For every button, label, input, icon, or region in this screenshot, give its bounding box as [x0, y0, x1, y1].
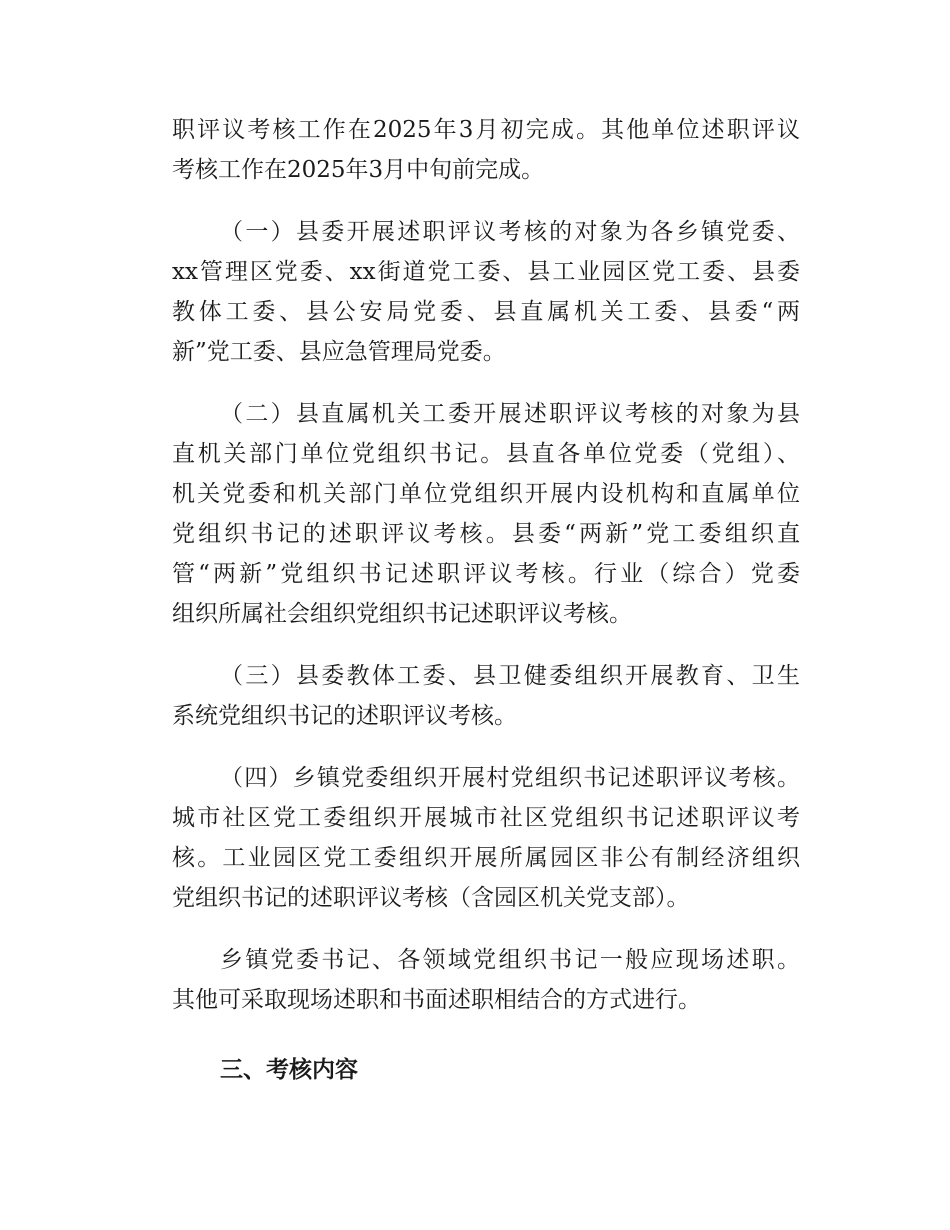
text-line: xx管理区党委、xx街道党工委、县工业园区党工委、县委	[172, 259, 800, 285]
text-line: （三）县委教体工委、县卫健委组织开展教育、卫生	[220, 663, 800, 689]
text-line: 直机关部门单位党组织书记。县直各单位党委（党组）、	[172, 441, 800, 467]
text-line: （一）县委开展述职评议考核的对象为各乡镇党委、	[220, 219, 800, 245]
text-line: 职评议考核工作在2025年3月初完成。其他单位述职评议	[172, 117, 800, 143]
paragraph	[172, 758, 800, 918]
text-line: 考核工作在2025年3月中旬前完成。	[172, 157, 545, 183]
paragraph	[172, 110, 800, 190]
text-line: 其他可采取现场述职和书面述职相结合的方式进行。	[172, 987, 701, 1013]
text-line: 乡镇党委书记、各领域党组织书记一般应现场述职。	[220, 947, 800, 973]
text-line: （四）乡镇党委组织开展村党组织书记述职评议考核。	[220, 765, 800, 791]
paragraph	[172, 212, 800, 372]
document-body	[172, 110, 800, 1090]
text-line: （二）县直属机关工委开展述职评议考核的对象为县	[220, 401, 800, 427]
text-line: 新”党工委、县应急管理局党委。	[172, 339, 506, 365]
paragraph	[172, 394, 800, 634]
text-line: 教体工委、县公安局党委、县直属机关工委、县委“两	[172, 299, 800, 325]
paragraph	[172, 656, 800, 736]
text-line: 核。工业园区党工委组织开展所属园区非公有制经济组织	[172, 845, 800, 871]
text-line: 机关党委和机关部门单位党组织开展内设机构和直属单位	[172, 481, 800, 507]
paragraph	[172, 940, 800, 1020]
text-line: 党组织书记的述职评议考核（含园区机关党支部）。	[172, 885, 690, 911]
text-line: 管“两新”党组织书记述职评议考核。行业（综合）党委	[172, 561, 800, 587]
section-heading: 三、考核内容	[220, 1057, 358, 1083]
text-line: 组织所属社会组织党组织书记述职评议考核。	[172, 601, 632, 627]
text-line: 城市社区党工委组织开展城市社区党组织书记述职评议考	[172, 805, 800, 831]
text-line: 系统党组织书记的述职评议考核。	[172, 703, 517, 729]
text-line: 党组织书记的述职评议考核。县委“两新”党工委组织直	[172, 521, 800, 547]
